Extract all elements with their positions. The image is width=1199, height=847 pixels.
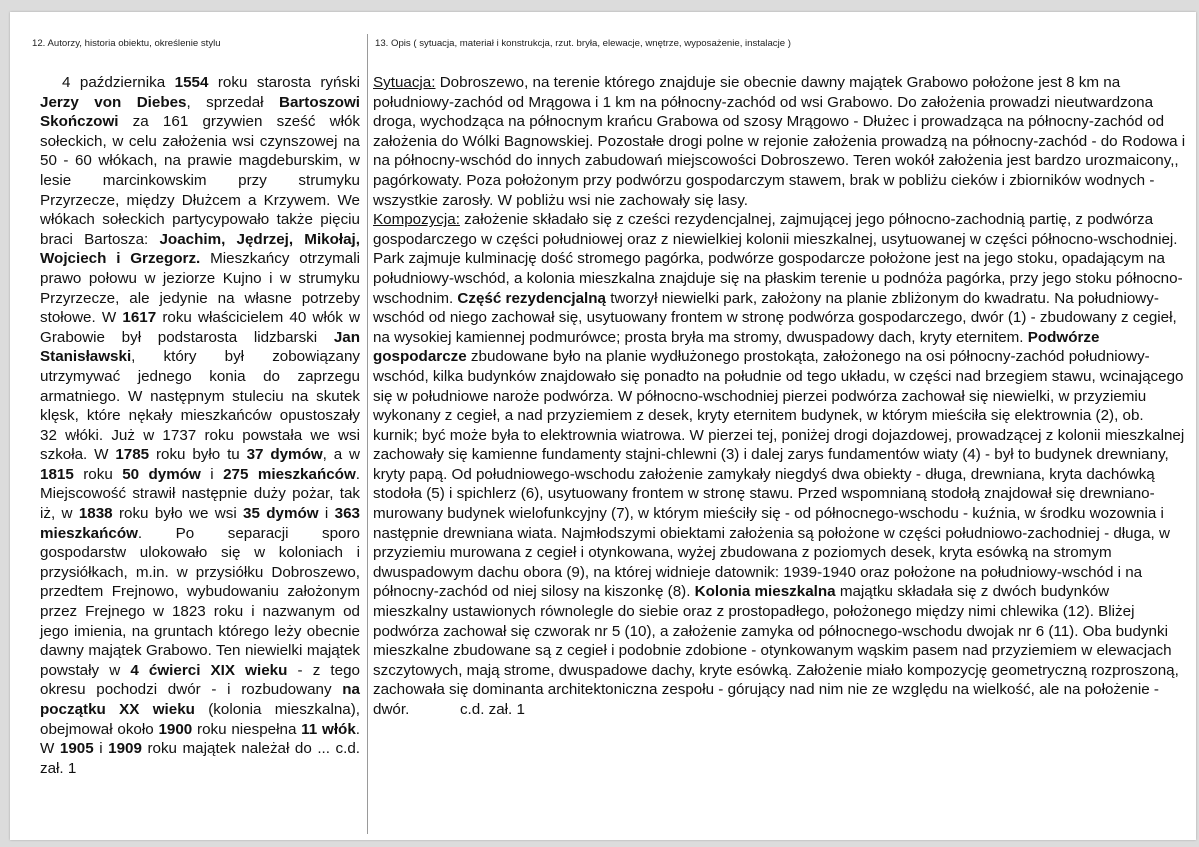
history-text-run: - z tego okresu pochodzi dwór - i rozbudowany	[40, 661, 360, 699]
history-bold-run: 37 dymów	[246, 446, 323, 464]
history-text-run: za 161 grzywien sześć włók sołeckich, w celu założenia wsi czynszowej na 50 - 60 włókach, na prawie magdeburskim, w lesie marcinkowskim przy strumyku Przyrzecze, między Dłużcem a Krzywem. We włókach sołeckich partycypowało także pięciu braci Bartosza:	[40, 113, 360, 248]
history-bold-run: 363 mieszkańców	[40, 505, 360, 542]
history-bold-run: 1905	[59, 740, 94, 758]
description-text-run: majątku składała się z dwóch budynków mieszkalny ustawionych równolegle do siebie oraz z prostopadłego, położonego między nimi chlewika (12). Bliżej podwórza zachował się czworak nr 5 (10), a założenie zamyka od północnego-wschodu dwojak nr 6 (11). Oba budynki mieszkalne zbudowane są z cegieł i podobnie zdobione - otynkowanym wąskim pasem nad przyziemiem w elewacjach szczytowych, mają strome, dwuspadowe dachy, kryte esówką. Założenie miało kompozycję geometryczną rozproszoną, zachowała się dominanta architektoniczna zespołu - górujący nad nim nie ze względu na wielkość, ale na położenie - dwór.	[373, 583, 1179, 718]
history-bold-run: 4 ćwierci XIX wieku	[130, 661, 288, 679]
section-heading: Sytuacja:	[373, 74, 436, 91]
history-text-run: , sprzedał	[186, 93, 279, 111]
history-text-run: roku majątek należał do ... c.d. zał. 1	[40, 740, 360, 777]
history-bold-run: 1617	[122, 309, 157, 327]
history-text-run: . Miejscowość strawił następnie duży pożar, tak iż, w	[40, 465, 360, 523]
history-bold-run: 50 dymów	[122, 465, 201, 483]
description-paragraph	[373, 73, 1187, 720]
history-text-run: (kolonia mieszkalna), obejmował około	[40, 701, 360, 738]
description-column	[373, 73, 1187, 720]
history-text-run: roku właścicielem 40 włók w Grabowie był podstarosta lidzbarski	[40, 309, 360, 346]
history-text-run: roku starosta ryński	[208, 74, 361, 91]
history-text-run: roku niespełna	[192, 720, 302, 738]
history-paragraph	[40, 73, 360, 778]
history-text-run: roku	[73, 465, 123, 483]
history-text-run: roku było tu	[149, 446, 247, 464]
column-divider	[367, 34, 368, 834]
history-bold-run: Joachim, Jędrzej, Mikołaj, Wojciech i Grzegorz.	[40, 230, 360, 268]
description-text-run: założenie składało się z cześci rezydencjalnej, zajmującej jego północno-zachodnią partię, z podwórza gospodarczego w części południowej oraz z niewielkiej kolonii mieszkalnej, usytuowanej w części północno-wschodniej. Park zajmuje kulminację dość stromego pagórka, podwórze gospodarcze położone jest na jego stoku, opadającym na południowy-wschód, a kolonia mieszkalna znajduje się na płaskim terenie u podnóża pagórka, przy jego stoku północno-wschodnim.	[373, 211, 1183, 307]
description-text-run: c.d. zał. 1	[409, 701, 525, 718]
description-text-run: zbudowane było na planie wydłużonego prostokąta, założonego na osi północny-zachód południowy-wschód, kilka budynków znajdowało się ponadto na południe od tego układu, w części nad brzegiem stawu, wcinającego się w południowe naroże podwórza. W północno-wschodniej pierzei podwórza zachował się niewielki, w przyziemiu wykonany z cegieł, a nad przyziemiem z desek, kryty eternitem budynek, w którym mieściła się elektrownia (2), ob. kurnik; być może była to elektrownia wiatrowa. W pierzei tej, poniżej drogi dojazdowej, prowadzącej z kolonii mieszkalnej zachowały się kamienne fundamenty stajni-chlewni (3) i dalej zarys fundamentów wiaty (4) - był to budynek drewniany, kryty papą. Od południowego-wschodu założenie zamykały niegdyś dwa obiekty - długa, drewniana, kryta dachówką stodoła (5) i spichlerz (6), usytuowany frontem w stronę stawu. Przed wspomnianą stodołą znajdował się drewniano-murowany budynek wielofunkcyjny (7), w którym mieściły się - od północnego-wschodu - kuźnia, w środku wozownia i następnie drewniana wiata. Najmłodszymi obiektami założenia są położone w części południowo-zachodniej - długa, w przyziemiu murowana z cegieł i otynkowana, wyżej zbudowana z poziomych desek, kryta esówką na stromym dwuspadowym dachu obora (9), na której widnieje datownik: 1939-1940 oraz położone na południowy-wschód i na północny-zachód od niej silosy na kiszonkę (8).	[373, 348, 1185, 601]
history-bold-run: 1909	[108, 740, 142, 758]
history-bold-run: 1900	[158, 720, 193, 738]
history-bold-run: 1554	[174, 74, 209, 91]
history-text-run: . W	[40, 720, 360, 758]
history-bold-run: Bartoszowi Skończowi	[40, 93, 360, 131]
history-bold-run: 1815	[40, 465, 74, 483]
description-bold-run: Część rezydencjalną	[457, 289, 606, 307]
history-text-run: . Po separacji sporo gospodarstw ulokowało się w koloniach i przysiółkach, m.in. w przysiółku Dobroszewo, przedtem Frejnowo, wybudowaniu założonym przez Frejnego w 1823 roku i nazwanym od jego imienia, na gruntach którego leży obecnie dawny majątek Grabowo. Ten niewielki majątek powstały w	[40, 524, 360, 679]
history-text-run: 4 października	[62, 74, 175, 91]
document-sheet	[10, 12, 1196, 840]
history-text-run: i	[318, 505, 335, 523]
description-text-run: Dobroszewo, na terenie którego znajduje sie obecnie dawny majątek Grabowo położone jest 8 km na południowy-zachód od Mrągowa i 1 km na północny-zachód od wsi Grabowo. Do założenia prowadzi nieutwardzona droga, wychodząca na północnym krańcu Grabowa od szosy Mrągowo - Dłużec i prowadząca na północny-zachód od założenia do Wólki Bagnowskiej. Pozostałe drogi polne w rejonie założenia prowadzą na północny-zachód - do Rodowa i na północny-wschód do innych zabudowań miejscowości Dobroszewo. Teren wokół założenia jest bardzo urozmaicony,, pagórkowaty. Poza położonym przy podwórzu gospodarczym stawem, brak w pobliżu cieków i zbiorników wodnych - wszystkie zarosły. W pobliżu wsi nie zachowały się lasy.	[373, 74, 1186, 209]
description-bold-run: Kolonia mieszkalna	[694, 583, 836, 601]
history-bold-run: Jerzy von Diebes	[40, 93, 187, 111]
history-bold-run: Jan Stanisławski	[40, 328, 360, 366]
history-text-run: Mieszkańcy otrzymali prawo połowu w jeziorze Kujno i w strumyku Przyrzecze, ale jedynie na własne potrzeby stołowe. W	[40, 250, 360, 327]
description-text-run: tworzył niewielki park, założony na planie zbliżonym do kwadratu. Na południowy-wschód od niego zachował się, usytuowany frontem w stronę podwórza gospodarczego, dwór (1) - zbudowany z cegieł, na wysokiej kamiennej podmurówce; prosta bryła ma stromy, dwuspadowy dach, kryty eternitem.	[373, 289, 1177, 346]
history-text-run: i	[93, 740, 109, 758]
history-bold-run: na początku XX wieku	[40, 681, 360, 718]
history-text-run: roku było we wsi	[112, 505, 244, 523]
left-column-header: 12. Autorzy, historia obiektu, określenie stylu	[32, 38, 221, 49]
history-bold-run: 275 mieszkańców	[223, 465, 356, 483]
section-heading: Kompozycja:	[373, 211, 460, 229]
history-bold-run: 1838	[78, 505, 113, 523]
history-column	[40, 73, 360, 778]
history-text-run: , który był zobowiązany utrzymywać jednego konia do zaprzegu armatniego. W następnym stuleciu na skutek klęsk, które nękały mieszkańców opustoszały 32 włóki. Już w 1737 roku powstała we wsi szkoła. W	[40, 348, 360, 464]
history-bold-run: 35 dymów	[243, 505, 319, 523]
description-bold-run: Podwórze gospodarcze	[373, 328, 1100, 366]
right-column-header: 13. Opis ( sytuacja, materiał i konstrukcja, rzut. bryła, elewacje, wnętrze, wyposażenie, instalacje )	[375, 38, 791, 49]
history-text-run: , a w	[322, 446, 361, 464]
history-bold-run: 11 włók	[301, 720, 356, 738]
history-bold-run: 1785	[115, 446, 150, 464]
history-text-run: i	[200, 465, 224, 483]
